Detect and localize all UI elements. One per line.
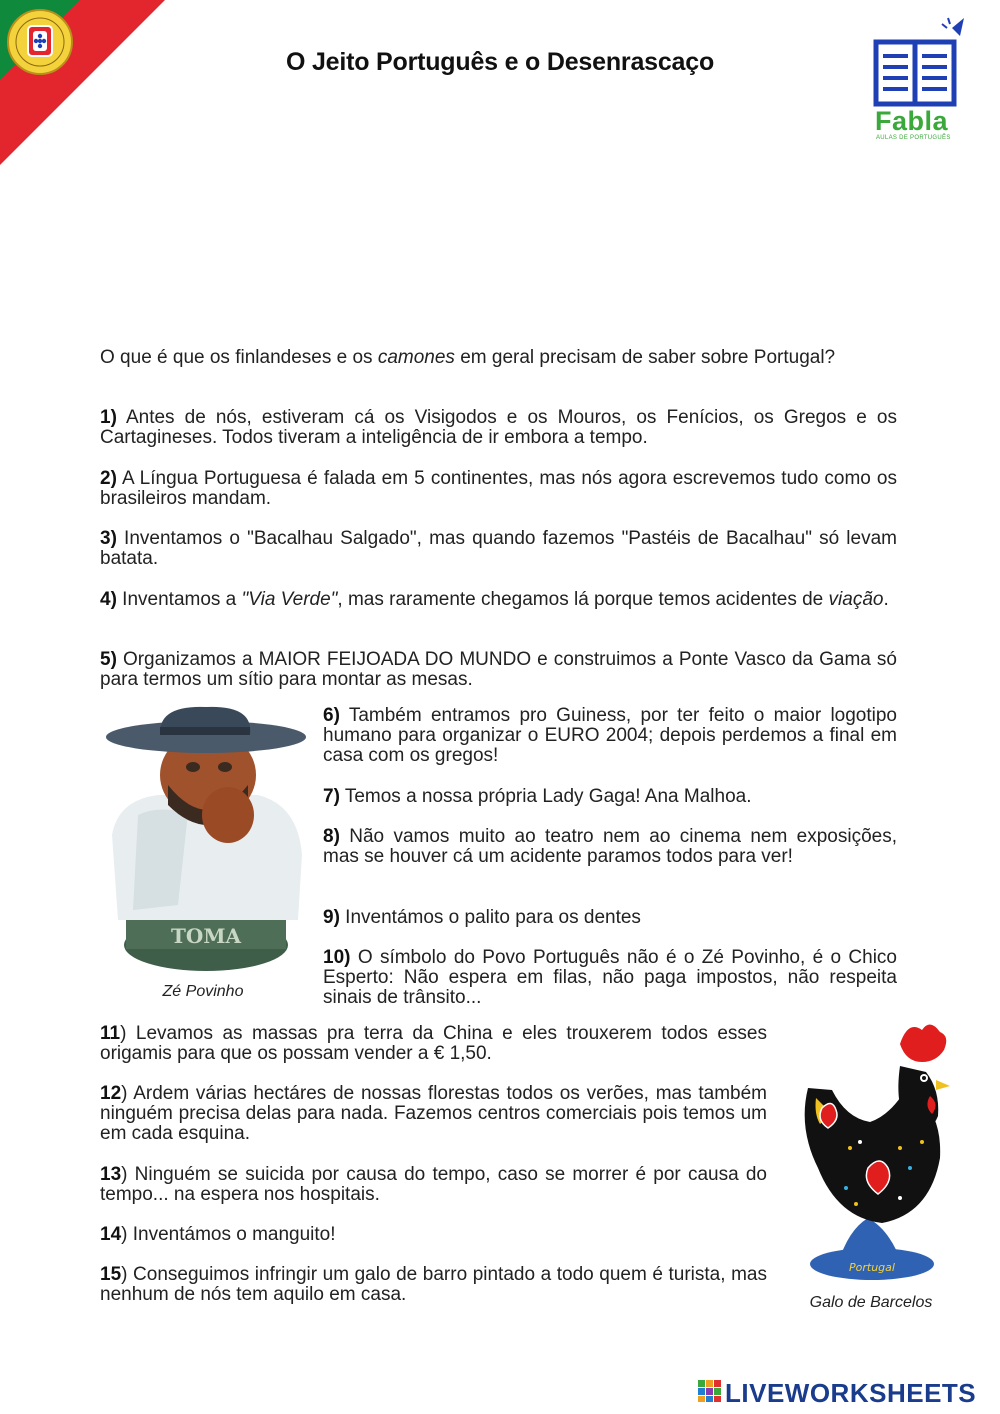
item-4: 4) Inventamos a "Via Verde", mas raramente chegamos lá porque temos acidentes de viação.	[100, 589, 889, 610]
item-12: 12) Ardem várias hectáres de nossas florestas todos os verões, mas também ninguém precisa delas para nada. Fazemos centros comerciais pois temos um em cada esquina.	[100, 1083, 767, 1144]
page-title: O Jeito Português e o Desenrascaço	[285, 48, 715, 76]
item-7: 7) Temos a nossa própria Lady Gaga! Ana Malhoa.	[323, 786, 752, 807]
ze-povinho-statue-image	[98, 705, 308, 975]
fabla-logo-subtitle: AULAS DE PORTUGUÊS	[876, 135, 951, 141]
item-11: 11) Levamos as massas pra terra da China e eles trouxerem todos esses origamis para que os possam vender a € 1,50.	[100, 1023, 767, 1064]
fabla-logo-text: Fabla	[875, 106, 949, 136]
intro-paragraph: O que é que os finlandeses e os camones em geral precisam de saber sobre Portugal?	[100, 347, 836, 368]
item-6: 6) Também entramos pro Guiness, por ter feito o maior logotipo humano para organizar o EURO 2004; depois perdemos a final em casa com os gregos!	[323, 705, 897, 766]
item-3: 3) Inventamos o "Bacalhau Salgado", mas quando fazemos "Pastéis de Bacalhau" só levam batata.	[100, 528, 897, 569]
liveworksheets-logo-icon	[698, 1380, 722, 1402]
item-2: 2) A Língua Portuguesa é falada em 5 continentes, mas nós agora escrevemos tudo como os brasileiros mandam.	[100, 468, 897, 509]
item-15: 15) Conseguimos infringir um galo de barro pintado a todo quem é turista, mas nenhum de nós tem aquilo em casa.	[100, 1264, 767, 1305]
item-10: 10) O símbolo do Povo Português não é o Zé Povinho, é o Chico Esperto: Não espera em filas, não paga impostos, não respeita sinais de trânsito...	[323, 947, 897, 1008]
item-8: 8) Não vamos muito ao teatro nem ao cinema nem exposições, mas se houver cá um acidente paramos todos para ver!	[323, 826, 897, 867]
liveworksheets-brand-text: LIVEWORKSHEETS	[725, 1378, 977, 1408]
item-5: 5) Organizamos a MAIOR FEIJOADA DO MUNDO e construimos a Ponte Vasco da Gama só para termos um sítio para montar as mesas.	[100, 649, 897, 690]
item-14: 14) Inventámos o manguito!	[100, 1224, 336, 1245]
item-9: 9) Inventámos o palito para os dentes	[323, 907, 641, 928]
galo-base-label: Portugal	[849, 1261, 895, 1274]
statue-label: TOMA	[171, 924, 241, 948]
galo-de-barcelos-image	[790, 1018, 950, 1284]
item-1: 1) Antes de nós, estiveram cá os Visigodos e os Mouros, os Fenícios, os Gregos e os Cartagineses. Todos tiveram a inteligência de ir embora a tempo.	[100, 407, 897, 448]
galo-caption: Galo de Barcelos	[809, 1294, 933, 1311]
portugal-flag-corner	[0, 0, 165, 165]
item-13: 13) Ninguém se suicida por causa do tempo, caso se morrer é por causa do tempo... na espera nos hospitais.	[100, 1164, 767, 1205]
ze-povinho-caption: Zé Povinho	[162, 983, 244, 1000]
